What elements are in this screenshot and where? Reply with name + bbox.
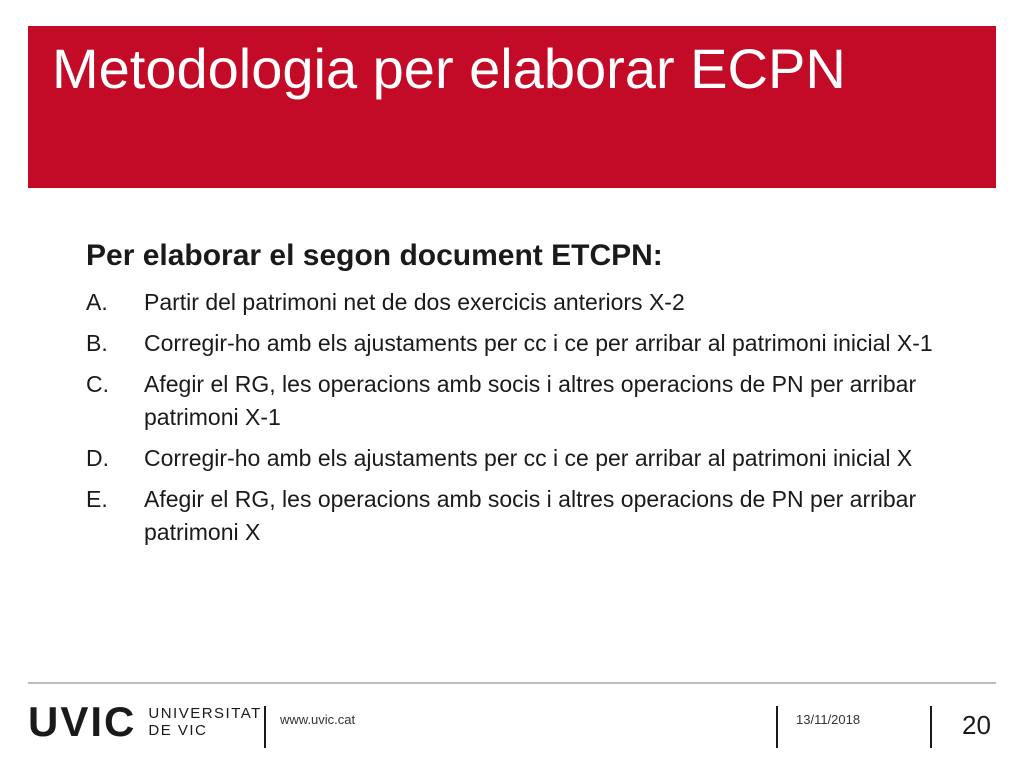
footer-divider [28,682,996,684]
list-item [86,483,946,549]
list-item-text: Corregir-ho amb els ajustaments per cc i ce per arribar al patrimoni inicial X-1 [144,330,933,356]
list-item-letter: C. [86,371,109,397]
list-item-letter: B. [86,330,108,356]
list-item-letter: D. [86,445,109,471]
footer-separator [264,706,266,748]
slide-title: Metodologia per elaborar ECPN [52,37,846,100]
list-item-text: Afegir el RG, les operacions amb socis i altres operacions de PN per arribar patrimoni X-1 [144,371,917,430]
logo-mark: UVIC [28,698,137,745]
list-item [86,368,946,434]
footer-separator [930,706,932,748]
slide-subheading: Per elaborar el segon document ETCPN: [86,239,663,272]
list-item [86,286,946,319]
footer-separator [776,706,778,748]
list-item [86,442,946,475]
list-item-text: Afegir el RG, les operacions amb socis i altres operacions de PN per arribar patrimoni X [144,486,917,545]
uvic-logo [28,700,262,744]
footer-url: www.uvic.cat [280,712,356,727]
list-item-letter: E. [86,486,108,512]
list-item-text: Corregir-ho amb els ajustaments per cc i ce per arribar al patrimoni inicial X [144,445,913,471]
list-item [86,327,946,360]
slide-content [86,238,946,557]
footer-date: 13/11/2018 [796,712,861,727]
page-number: 20 [962,710,991,740]
list-item-text: Partir del patrimoni net de dos exercicis anteriors X-2 [144,289,685,315]
list-item-letter: A. [86,289,108,315]
title-bar [28,26,996,188]
logo-line-1: UNIVERSITAT [148,705,262,722]
logo-line-2: DE VIC [148,722,208,739]
logo-subtitle [148,705,261,739]
